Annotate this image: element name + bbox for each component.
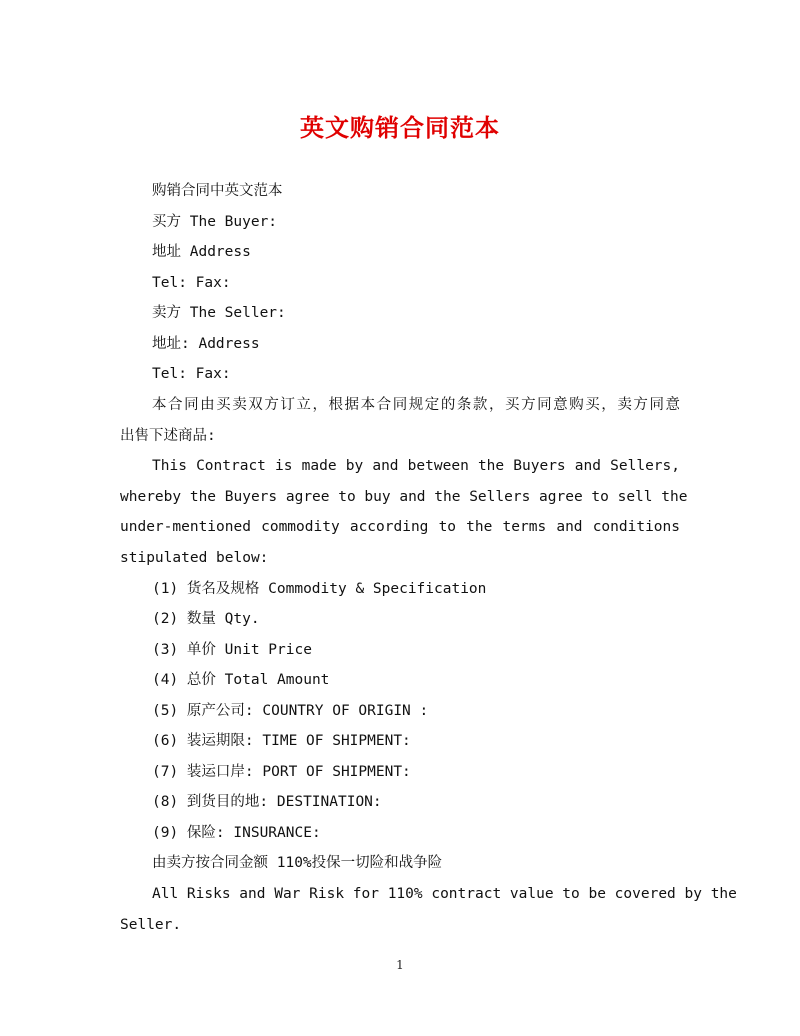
list-item-total-amount: (4) 总价 Total Amount xyxy=(152,672,330,688)
page-number: 1 xyxy=(396,958,404,972)
text-line-buyer-address: 地址 Address xyxy=(152,244,251,260)
text-line-intro-cn-1: 本合同由买卖双方订立，根据本合同规定的条款，买方同意购买，卖方同意 xyxy=(152,397,680,413)
text-line-intro-cn-2: 出售下述商品: xyxy=(120,428,216,444)
text-line-intro-en-4: stipulated below: xyxy=(120,550,269,566)
text-line-buyer: 买方 The Buyer: xyxy=(152,214,278,230)
text-line-insurance-en-1: All Risks and War Risk for 110% contract value to be covered by the xyxy=(152,886,737,902)
list-item-port-of-shipment: (7) 装运口岸: PORT OF SHIPMENT: xyxy=(152,764,411,780)
list-item-quantity: (2) 数量 Qty. xyxy=(152,611,260,627)
text-line-insurance-cn: 由卖方按合同金额 110%投保一切险和战争险 xyxy=(152,855,443,871)
list-item-unit-price: (3) 单价 Unit Price xyxy=(152,642,312,658)
text-line-subtitle: 购销合同中英文范本 xyxy=(152,183,283,199)
text-line-buyer-tel-fax: Tel: Fax: xyxy=(152,275,231,291)
text-line-seller: 卖方 The Seller: xyxy=(152,305,286,321)
list-item-country-of-origin: (5) 原产公司: COUNTRY OF ORIGIN : xyxy=(152,703,429,719)
text-line-seller-address: 地址: Address xyxy=(152,336,260,352)
list-item-time-of-shipment: (6) 装运期限: TIME OF SHIPMENT: xyxy=(152,733,411,749)
list-item-destination: (8) 到货目的地: DESTINATION: xyxy=(152,794,382,810)
document-title: 英文购销合同范本 xyxy=(300,113,500,142)
text-line-intro-en-3: under-mentioned commodity according to the terms and conditions xyxy=(120,519,680,535)
text-line-intro-en-2: whereby the Buyers agree to buy and the Sellers agree to sell the xyxy=(120,489,688,505)
text-line-seller-tel-fax: Tel: Fax: xyxy=(152,366,231,382)
list-item-insurance: (9) 保险: INSURANCE: xyxy=(152,825,321,841)
text-line-intro-en-1: This Contract is made by and between the Buyers and Sellers, xyxy=(152,458,680,474)
list-item-commodity: (1) 货名及规格 Commodity & Specification xyxy=(152,581,487,597)
text-line-insurance-en-2: Seller. xyxy=(120,917,182,933)
